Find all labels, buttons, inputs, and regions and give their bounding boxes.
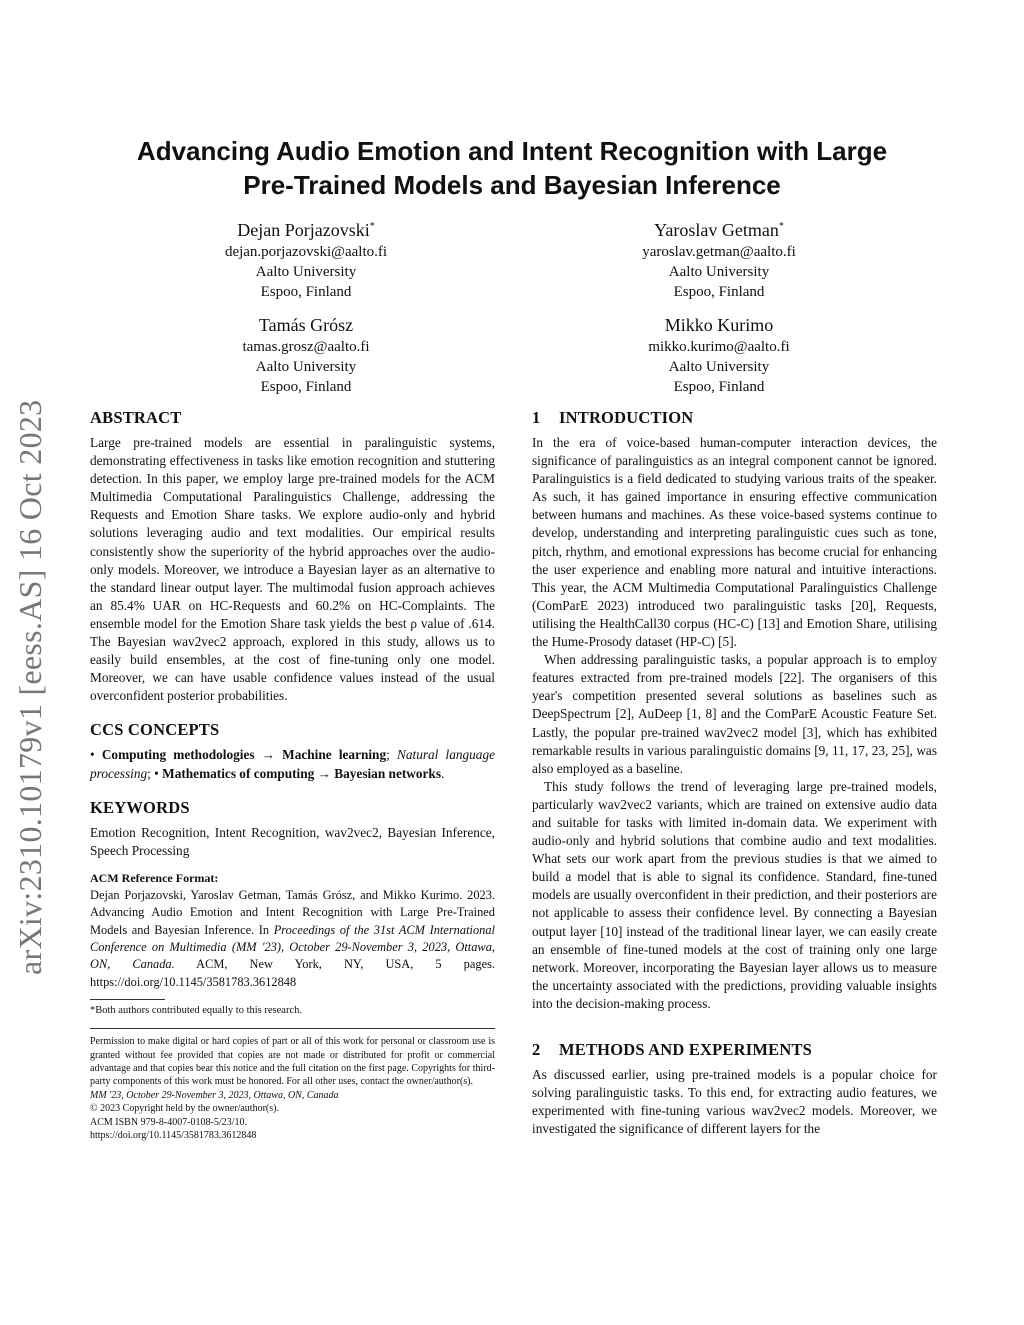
section-title: INTRODUCTION <box>559 408 694 427</box>
author-email[interactable]: mikko.kurimo@aalto.fi <box>648 339 790 355</box>
author-location: Espoo, Finland <box>260 379 352 395</box>
ccs-concept: Computing methodologies <box>101 747 255 763</box>
introduction-heading <box>532 407 937 429</box>
conference-line: MM '23, October 29-November 3, 2023, Ottawa, ON, Canada <box>90 1089 339 1101</box>
right-column <box>532 407 937 1138</box>
section-title: METHODS AND EXPERIMENTS <box>559 1040 813 1059</box>
acm-reference <box>90 870 495 991</box>
section-number: 1 <box>532 408 541 427</box>
acm-reference-label: ACM Reference Format: <box>90 870 219 885</box>
ccs-concept: Machine learning <box>282 747 387 763</box>
acm-reference-text <box>90 887 495 991</box>
equal-contribution-mark: * <box>369 221 375 232</box>
ccs-bullet: • <box>154 765 159 781</box>
doi-line[interactable]: https://doi.org/10.1145/3581783.3612848 <box>90 1130 257 1142</box>
author-block-4 <box>559 313 879 397</box>
permission-divider <box>90 1028 495 1029</box>
author-email[interactable]: tamas.grosz@aalto.fi <box>242 339 370 355</box>
equal-contribution-mark: * <box>778 221 784 232</box>
equal-contribution-footnote: *Both authors contributed equally to this research. <box>90 1005 302 1017</box>
author-name: Mikko Kurimo <box>664 315 774 335</box>
author-affiliation: Aalto University <box>255 359 357 375</box>
introduction-paragraph-2: When addressing paralinguistic tasks, a popular approach is to employ features extracted from pre-trained models [22]. The organisers of this year's competition presented several solutions as baselines such as DeepSpectrum [2], AuDeep [1, 8] and the ComParE Acoustic Feature Set. Lastly, the popular pre-trained wav2vec2 model [3], which has exhibited remarkable results in various paralinguistic domains [9, 11, 17, 23, 25], was also employed as a baseline. <box>532 652 937 776</box>
author-name: Tamás Grósz <box>258 315 354 335</box>
title-line-1: Advancing Audio Emotion and Intent Recognition with Large <box>136 136 888 166</box>
keywords-text: Emotion Recognition, Intent Recognition, wav2vec2, Bayesian Inference, Speech Processing <box>90 824 495 858</box>
author-block-2 <box>559 215 879 302</box>
abstract-heading: ABSTRACT <box>90 408 182 427</box>
paper-title <box>96 134 928 202</box>
section-number: 2 <box>532 1040 541 1059</box>
author-affiliation: Aalto University <box>668 359 770 375</box>
keywords-heading: KEYWORDS <box>90 797 190 817</box>
introduction-paragraph-3: This study follows the trend of leveraging large pre-trained models, particularly wav2vec2 variants, which are trained on extensive audio data and suitable for tasks with limited in-domain data. We experiment with audio-only and hybrid solutions that combine audio and text modalities. What sets our work apart from the previous studies is that we aimed to build a model that is able to signal its confidence. Standard, fine-tuned models are usually overconfident in their prediction, and their posteriors are not applicable to assess their confidence level. By connecting a Bayesian output layer [10] instead of the traditional linear layer, we can easily create an ensemble of fine-tuned models at the cost of training only one large network. Moreover, incorporating the Bayesian layer allows us to measure the uncertainty associated with the predictions, providing valuable insights into the decision-making process. <box>532 778 937 1011</box>
ccs-concept: Natural language processing <box>90 747 496 781</box>
acm-reference-venue: Proceedings of the 31st ACM International Conference on Multimedia (MM '23), October 29-November 3, 2023, Ottawa, ON, Canada. <box>90 922 495 972</box>
methods-heading <box>532 1039 937 1061</box>
title-line-2: Pre-Trained Models and Bayesian Inference <box>243 170 781 200</box>
ccs-bullet: • <box>90 747 95 763</box>
ccs-separator: ; <box>386 747 390 763</box>
ccs-arrow: → <box>317 765 331 781</box>
author-affiliation: Aalto University <box>255 264 357 280</box>
isbn-line: ACM ISBN 979-8-4007-0108-5/23/10. <box>90 1116 247 1128</box>
author-name: Yaroslav Getman <box>654 220 779 240</box>
abstract-text: Large pre-trained models are essential in paralinguistic systems, demonstrating effectiveness in tasks like emotion recognition and stuttering detection. In this paper, we employ large pre-trained models for the ACM Multimedia Computational Paralinguistics Challenge, addressing the Requests and Emotion Share tasks. We explore audio-only and hybrid solutions leveraging audio and text modalities. Our empirical results consistently show the superiority of the hybrid approaches over the audio-only models. Moreover, we introduce a Bayesian layer as an alternative to the standard linear output layer. The multimodal fusion approach achieves an 85.4% UAR on HC-Requests and 60.2% on HC-Complaints. The ensemble model for the Emotion Share task yields the best ρ value of .614. The Bayesian wav2vec2 approach, explored in this study, allows us to easily build ensembles, at the cost of fine-tuning only one model. Moreover, we can have usable confidence values instead of the usual overconfident posterior probabilities. <box>90 435 495 704</box>
author-block-3 <box>146 313 466 397</box>
acm-reference-part: Dejan Porjazovski, Yaroslav Getman, Tamás Grósz, and Mikko Kurimo. 2023. Advancing Audio Emotion and Intent Recognition with Large Pre-Trained Models and Bayesian Inference. In <box>90 887 495 937</box>
footnote-divider <box>90 999 165 1000</box>
ccs-concept: Bayesian networks <box>334 765 442 781</box>
introduction-paragraph-1: In the era of voice-based human-computer interaction devices, the significance of paralinguistics as an integral component cannot be ignored. Paralinguistics is a field dedicated to studying various traits of the speaker. As such, it has gained importance in ensuring effective communication between humans and machines. As these voice-based systems continue to develop, understanding and interpreting paralinguistic cues such as tone, pitch, rhythm, and emotional expressions has become crucial for enhancing the user experience and enabling more natural and intuitive interactions. This year, the ACM Multimedia Computational Paralinguistics Challenge (ComParE 2023) introduced two paralinguistic tasks [20], Requests, utilising the HealthCall30 corpus (HC-C) [13] and Emotion Share, utilising the Hume-Prosody dataset (HP-C) [5]. <box>532 435 937 650</box>
author-email[interactable]: dejan.porjazovski@aalto.fi <box>224 244 388 260</box>
author-location: Espoo, Finland <box>673 284 765 300</box>
author-name: Dejan Porjazovski <box>237 220 370 240</box>
ccs-end: . <box>441 765 445 781</box>
copyright-line: © 2023 Copyright held by the owner/author(s). <box>90 1103 279 1115</box>
author-email[interactable]: yaroslav.getman@aalto.fi <box>642 244 796 260</box>
author-location: Espoo, Finland <box>260 284 352 300</box>
arxiv-identifier-stamp: arXiv:2310.10179v1 [eess.AS] 16 Oct 2023 <box>12 399 48 975</box>
author-block-1 <box>146 215 466 302</box>
author-location: Espoo, Finland <box>673 379 765 395</box>
ccs-separator: ; <box>147 765 151 781</box>
ccs-concept: Mathematics of computing <box>162 765 315 781</box>
ccs-concepts-text <box>90 746 495 782</box>
ccs-arrow: → <box>261 747 275 763</box>
methods-paragraph-1: As discussed earlier, using pre-trained models is a popular choice for solving paralinguistic tasks. To this end, for extracting audio features, we experimented with fine-tuning various wav2vec2 models. Moreover, we investigated the significance of different layers for the <box>532 1067 937 1137</box>
permission-notice: Permission to make digital or hard copies of part or all of this work for personal or classroom use is granted without fee provided that copies are not made or distributed for profit or commercial advantage and that copies bear this notice and the full citation on the first page. Copyrights for third-party components of this work must be honored. For all other uses, contact the owner/author(s). <box>90 1036 495 1088</box>
author-affiliation: Aalto University <box>668 264 770 280</box>
ccs-concepts-heading: CCS CONCEPTS <box>90 720 220 740</box>
left-column <box>90 407 495 1142</box>
acm-reference-doi[interactable]: ACM, New York, NY, USA, 5 pages. https://doi.org/10.1145/3581783.3612848 <box>90 957 495 989</box>
